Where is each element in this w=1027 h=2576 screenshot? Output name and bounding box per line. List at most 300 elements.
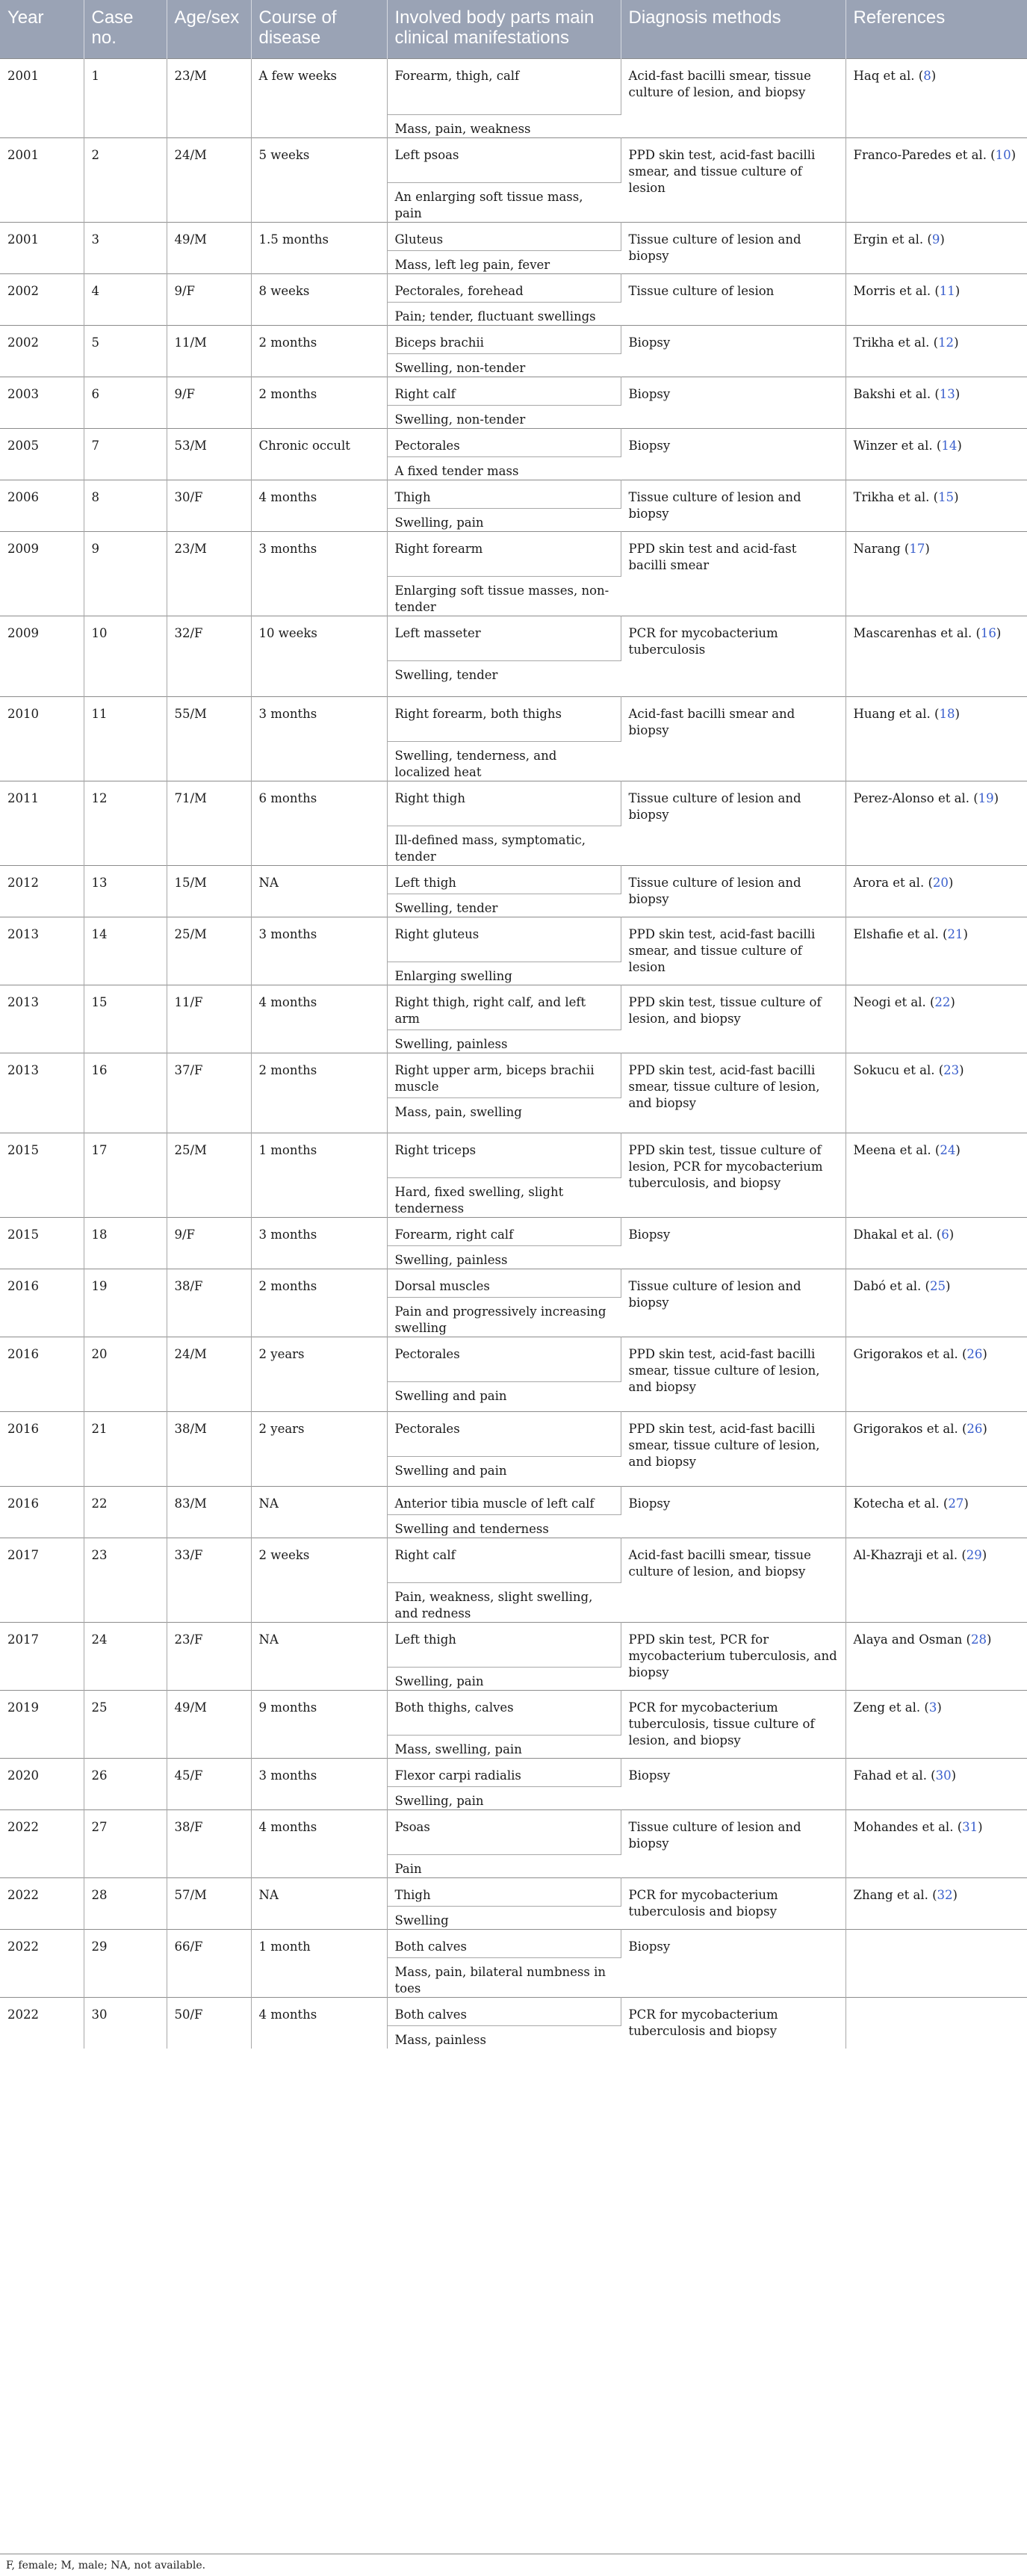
cell-year: 2013 [0, 917, 84, 985]
cell-course: 4 months [251, 1997, 387, 2049]
cell-body-part: Pectorales [387, 1337, 621, 1381]
cell-case: 29 [84, 1929, 167, 1997]
reference-close: ) [940, 232, 945, 247]
reference-link[interactable]: 19 [978, 790, 994, 805]
cell-reference [846, 865, 1027, 917]
reference-author: Al-Khazraji et al. ( [853, 1547, 967, 1562]
reference-link[interactable]: 29 [966, 1547, 982, 1562]
cell-course: 3 months [251, 1217, 387, 1269]
table-row [0, 1217, 1027, 1245]
cell-manifestation: Swelling, pain [387, 1786, 621, 1809]
cell-manifestation: Mass, left leg pain, fever [387, 250, 621, 273]
cell-manifestation: Swelling, pain [387, 1667, 621, 1690]
cell-manifestation: Mass, pain, weakness [387, 114, 621, 137]
cell-age: 57/M [167, 1877, 251, 1929]
reference-link[interactable]: 23 [943, 1062, 960, 1077]
table-row [0, 1929, 1027, 1957]
cell-year: 2022 [0, 1809, 84, 1877]
cell-diagnosis: PCR for mycobacterium tuberculosis [621, 616, 846, 696]
reference-author: Fahad et al. ( [853, 1768, 936, 1783]
cell-case: 22 [84, 1486, 167, 1538]
cell-year: 2015 [0, 1217, 84, 1269]
reference-close: ) [1011, 147, 1017, 162]
cell-course: NA [251, 1486, 387, 1538]
table-row [0, 1133, 1027, 1177]
reference-close: ) [955, 706, 960, 721]
cell-course: 6 months [251, 781, 387, 865]
reference-link[interactable]: 30 [935, 1768, 952, 1783]
reference-link[interactable]: 21 [947, 926, 964, 941]
reference-link[interactable]: 27 [948, 1496, 964, 1511]
cell-body-part: Forearm, right calf [387, 1217, 621, 1245]
cell-case: 14 [84, 917, 167, 985]
cell-year: 2022 [0, 1997, 84, 2049]
cell-age: 83/M [167, 1486, 251, 1538]
reference-link[interactable]: 24 [940, 1142, 956, 1157]
cell-diagnosis: Tissue culture of lesion and biopsy [621, 480, 846, 531]
table-row [0, 1486, 1027, 1514]
cell-age: 49/M [167, 1690, 251, 1758]
reference-close: ) [993, 790, 999, 805]
reference-close: ) [952, 1887, 958, 1902]
reference-link[interactable]: 9 [931, 232, 940, 247]
cell-body-part: Pectorales [387, 1411, 621, 1456]
cell-age: 71/M [167, 781, 251, 865]
table-row [0, 917, 1027, 962]
cell-course: 8 weeks [251, 273, 387, 325]
reference-author: Mascarenhas et al. ( [853, 625, 981, 640]
cell-year: 2003 [0, 377, 84, 428]
cell-diagnosis: Biopsy [621, 1929, 846, 1997]
cell-manifestation: Swelling, non-tender [387, 353, 621, 377]
reference-author: Elshafie et al. ( [853, 926, 948, 941]
cell-course: 10 weeks [251, 616, 387, 696]
cell-age: 23/F [167, 1622, 251, 1690]
cell-diagnosis: Biopsy [621, 1758, 846, 1809]
reference-author: Dabó et al. ( [853, 1278, 930, 1293]
cell-reference [846, 1758, 1027, 1809]
cell-reference [846, 1053, 1027, 1133]
table-row [0, 865, 1027, 894]
cell-manifestation: Mass, pain, swelling [387, 1097, 621, 1133]
cell-course: 3 months [251, 917, 387, 985]
cell-body-part: Right upper arm, biceps brachii muscle [387, 1053, 621, 1097]
cell-reference [846, 480, 1027, 531]
reference-close: ) [981, 1547, 987, 1562]
cell-diagnosis: PPD skin test, acid-fast bacilli smear, tissue culture of lesion, and biopsy [621, 1411, 846, 1486]
cell-reference [846, 985, 1027, 1053]
cell-reference [846, 616, 1027, 696]
reference-author: Huang et al. ( [853, 706, 940, 721]
table-row [0, 1758, 1027, 1786]
cell-course: 2 years [251, 1411, 387, 1486]
table-row [0, 1337, 1027, 1381]
cell-year: 2015 [0, 1133, 84, 1217]
reference-link[interactable]: 31 [962, 1819, 978, 1834]
reference-link[interactable]: 3 [928, 1700, 937, 1715]
cell-case: 11 [84, 696, 167, 781]
cell-diagnosis: PPD skin test and acid-fast bacilli smear [621, 531, 846, 616]
reference-link[interactable]: 6 [941, 1227, 949, 1242]
cell-case: 8 [84, 480, 167, 531]
cell-body-part: Left psoas [387, 137, 621, 182]
cell-age: 38/M [167, 1411, 251, 1486]
cell-body-part: Right forearm [387, 531, 621, 576]
cell-manifestation: Swelling, pain [387, 508, 621, 531]
cell-diagnosis: Tissue culture of lesion and biopsy [621, 1269, 846, 1337]
reference-close: ) [931, 68, 937, 83]
cell-manifestation: Mass, painless [387, 2025, 621, 2049]
cell-reference [846, 377, 1027, 428]
table-body [0, 58, 1027, 2049]
cell-case: 4 [84, 273, 167, 325]
cell-case: 9 [84, 531, 167, 616]
cell-manifestation: Enlarging swelling [387, 962, 621, 985]
reference-author: Winzer et al. ( [853, 438, 942, 453]
cell-course: 3 months [251, 696, 387, 781]
cell-manifestation: Pain [387, 1854, 621, 1877]
cell-case: 24 [84, 1622, 167, 1690]
reference-close: ) [955, 1142, 961, 1157]
table-row [0, 1622, 1027, 1667]
cell-body-part: Right gluteus [387, 917, 621, 962]
cell-manifestation: Hard, fixed swelling, slight tenderness [387, 1177, 621, 1217]
cell-year: 2016 [0, 1486, 84, 1538]
table-row [0, 531, 1027, 576]
cell-reference [846, 1133, 1027, 1217]
cell-course: 2 months [251, 1269, 387, 1337]
reference-close: ) [996, 625, 1002, 640]
cell-course: 2 months [251, 377, 387, 428]
reference-link[interactable]: 15 [938, 489, 955, 504]
cell-year: 2009 [0, 531, 84, 616]
reference-link[interactable]: 22 [934, 994, 951, 1009]
table-row [0, 1053, 1027, 1097]
cell-diagnosis: PPD skin test, tissue culture of lesion, and biopsy [621, 985, 846, 1053]
table-row [0, 696, 1027, 741]
cell-course: 2 weeks [251, 1538, 387, 1622]
header-diag: Diagnosis methods [621, 0, 846, 58]
reference-author: Sokucu et al. ( [853, 1062, 944, 1077]
header-body: Involved body parts main clinical manifestations [387, 0, 621, 58]
cell-reference [846, 1690, 1027, 1758]
cell-year: 2019 [0, 1690, 84, 1758]
cell-course: 9 months [251, 1690, 387, 1758]
cell-case: 5 [84, 325, 167, 377]
reference-link[interactable]: 25 [930, 1278, 946, 1293]
reference-link[interactable]: 13 [939, 386, 955, 401]
cell-diagnosis: Tissue culture of lesion and biopsy [621, 865, 846, 917]
reference-author: Zeng et al. ( [853, 1700, 929, 1715]
reference-close: ) [955, 283, 961, 298]
cell-age: 45/F [167, 1758, 251, 1809]
reference-author: Alaya and Osman ( [853, 1632, 971, 1647]
cell-year: 2017 [0, 1622, 84, 1690]
cell-reference [846, 1337, 1027, 1411]
cell-manifestation: Swelling and tenderness [387, 1514, 621, 1538]
reference-link[interactable]: 32 [937, 1887, 953, 1902]
cell-reference [846, 428, 1027, 480]
cell-diagnosis: Tissue culture of lesion and biopsy [621, 1809, 846, 1877]
reference-link[interactable]: 26 [967, 1346, 983, 1361]
cell-case: 30 [84, 1997, 167, 2049]
cell-manifestation: Swelling, tenderness, and localized heat [387, 741, 621, 781]
cell-year: 2001 [0, 222, 84, 273]
reference-link[interactable]: 17 [909, 541, 925, 556]
cell-age: 23/M [167, 58, 251, 137]
cell-course: 2 months [251, 1053, 387, 1133]
cell-reference [846, 1877, 1027, 1929]
header-year: Year [0, 0, 84, 58]
cell-case: 27 [84, 1809, 167, 1877]
cell-year: 2009 [0, 616, 84, 696]
cell-body-part: Both calves [387, 1929, 621, 1957]
cell-year: 2022 [0, 1877, 84, 1929]
cell-course: 2 months [251, 325, 387, 377]
cell-age: 11/M [167, 325, 251, 377]
cell-diagnosis: PPD skin test, acid-fast bacilli smear, and tissue culture of lesion [621, 917, 846, 985]
reference-link[interactable]: 26 [967, 1421, 983, 1436]
cell-diagnosis: Biopsy [621, 325, 846, 377]
cell-age: 11/F [167, 985, 251, 1053]
cell-diagnosis: PPD skin test, acid-fast bacilli smear, and tissue culture of lesion [621, 137, 846, 222]
cell-body-part: Left thigh [387, 1622, 621, 1667]
cell-manifestation: A fixed tender mass [387, 456, 621, 480]
cell-course: 2 years [251, 1337, 387, 1411]
cell-manifestation: Swelling, painless [387, 1245, 621, 1269]
cell-case: 1 [84, 58, 167, 137]
cell-age: 53/M [167, 428, 251, 480]
cell-case: 10 [84, 616, 167, 696]
cell-age: 38/F [167, 1269, 251, 1337]
cell-body-part: Left thigh [387, 865, 621, 894]
cell-manifestation: Pain, weakness, slight swelling, and redness [387, 1582, 621, 1622]
cell-diagnosis: PCR for mycobacterium tuberculosis, tissue culture of lesion, and biopsy [621, 1690, 846, 1758]
reference-close: ) [982, 1346, 987, 1361]
cell-course: 4 months [251, 480, 387, 531]
reference-author: Narang ( [853, 541, 910, 556]
reference-link[interactable]: 11 [939, 283, 955, 298]
cell-year: 2012 [0, 865, 84, 917]
reference-author: Grigorakos et al. ( [853, 1346, 967, 1361]
cell-body-part: Left masseter [387, 616, 621, 660]
cell-reference [846, 1217, 1027, 1269]
cell-year: 2017 [0, 1538, 84, 1622]
reference-close: ) [982, 1421, 987, 1436]
cell-diagnosis: PPD skin test, acid-fast bacilli smear, tissue culture of lesion, and biopsy [621, 1053, 846, 1133]
reference-close: ) [959, 1062, 964, 1077]
table-row [0, 781, 1027, 826]
cell-reference [846, 222, 1027, 273]
cell-manifestation: Swelling and pain [387, 1456, 621, 1486]
table-row [0, 273, 1027, 302]
reference-author: Perez-Alonso et al. ( [853, 790, 978, 805]
cell-diagnosis: Biopsy [621, 1217, 846, 1269]
cell-year: 2016 [0, 1411, 84, 1486]
cell-age: 25/M [167, 1133, 251, 1217]
cell-age: 24/M [167, 1337, 251, 1411]
cell-case: 28 [84, 1877, 167, 1929]
cell-reference [846, 1538, 1027, 1622]
cell-year: 2006 [0, 480, 84, 531]
cell-manifestation: Swelling, tender [387, 660, 621, 696]
cell-reference [846, 696, 1027, 781]
cell-reference [846, 1486, 1027, 1538]
cell-case: 20 [84, 1337, 167, 1411]
reference-link[interactable]: 14 [941, 438, 958, 453]
table-row [0, 222, 1027, 250]
cell-case: 23 [84, 1538, 167, 1622]
cell-case: 12 [84, 781, 167, 865]
cell-diagnosis: PPD skin test, tissue culture of lesion, PCR for mycobacterium tuberculosis, and biopsy [621, 1133, 846, 1217]
cell-body-part: Pectorales, forehead [387, 273, 621, 302]
table-row [0, 325, 1027, 353]
cell-course: 3 months [251, 531, 387, 616]
table-row [0, 1269, 1027, 1297]
table-row [0, 1538, 1027, 1582]
cell-body-part: Flexor carpi radialis [387, 1758, 621, 1786]
reference-close: ) [955, 386, 961, 401]
cell-age: 33/F [167, 1538, 251, 1622]
cell-body-part: Right triceps [387, 1133, 621, 1177]
cell-reference [846, 58, 1027, 137]
cell-course: NA [251, 1622, 387, 1690]
cell-course: 5 weeks [251, 137, 387, 222]
reference-close: ) [957, 438, 962, 453]
cell-case: 7 [84, 428, 167, 480]
cell-reference [846, 531, 1027, 616]
cell-reference [846, 1997, 1027, 2049]
cell-case: 21 [84, 1411, 167, 1486]
reference-author: Neogi et al. ( [853, 994, 935, 1009]
cell-reference [846, 137, 1027, 222]
cell-course: 1 month [251, 1929, 387, 1997]
cell-age: 15/M [167, 865, 251, 917]
reference-close: ) [964, 1496, 969, 1511]
cell-course: 4 months [251, 985, 387, 1053]
header-ref: References [846, 0, 1027, 58]
reference-link[interactable]: 10 [995, 147, 1011, 162]
cell-year: 2016 [0, 1269, 84, 1337]
cell-diagnosis: Acid-fast bacilli smear and biopsy [621, 696, 846, 781]
cell-age: 32/F [167, 616, 251, 696]
reference-link[interactable]: 12 [938, 335, 955, 350]
cell-year: 2011 [0, 781, 84, 865]
cell-year: 2002 [0, 325, 84, 377]
reference-close: ) [937, 1700, 942, 1715]
cell-year: 2001 [0, 137, 84, 222]
cell-age: 23/M [167, 531, 251, 616]
cell-body-part: Gluteus [387, 222, 621, 250]
cell-body-part: Right calf [387, 1538, 621, 1582]
cell-diagnosis: PCR for mycobacterium tuberculosis and biopsy [621, 1997, 846, 2049]
cell-body-part: Dorsal muscles [387, 1269, 621, 1297]
reference-link[interactable]: 20 [932, 875, 949, 890]
reference-close: ) [978, 1819, 983, 1834]
cell-body-part: Forearm, thigh, calf [387, 58, 621, 114]
reference-author: Kotecha et al. ( [853, 1496, 949, 1511]
reference-close: ) [987, 1632, 992, 1647]
cell-year: 2013 [0, 1053, 84, 1133]
reference-link[interactable]: 18 [939, 706, 955, 721]
cell-reference [846, 1622, 1027, 1690]
cell-age: 38/F [167, 1809, 251, 1877]
cell-age: 24/M [167, 137, 251, 222]
cell-age: 25/M [167, 917, 251, 985]
cell-body-part: Both thighs, calves [387, 1690, 621, 1735]
cell-case: 25 [84, 1690, 167, 1758]
table-row [0, 1997, 1027, 2025]
table-footnote: F, female; M, male; NA, not available. [6, 2560, 206, 2572]
cell-year: 2010 [0, 696, 84, 781]
cell-case: 13 [84, 865, 167, 917]
table-row [0, 137, 1027, 182]
cell-diagnosis: PCR for mycobacterium tuberculosis and biopsy [621, 1877, 846, 1929]
cell-case: 2 [84, 137, 167, 222]
reference-close: ) [925, 541, 930, 556]
cell-diagnosis: PPD skin test, acid-fast bacilli smear, tissue culture of lesion, and biopsy [621, 1337, 846, 1411]
cell-manifestation: Swelling [387, 1906, 621, 1929]
cell-body-part: Psoas [387, 1809, 621, 1854]
cell-age: 9/F [167, 1217, 251, 1269]
cell-reference [846, 1809, 1027, 1877]
cell-manifestation: Mass, pain, bilateral numbness in toes [387, 1957, 621, 1997]
cell-reference [846, 1269, 1027, 1337]
reference-author: Ergin et al. ( [853, 232, 932, 247]
reference-close: ) [954, 489, 959, 504]
cell-diagnosis: Acid-fast bacilli smear, tissue culture of lesion, and biopsy [621, 58, 846, 137]
cell-reference [846, 1411, 1027, 1486]
cell-year: 2013 [0, 985, 84, 1053]
cell-case: 19 [84, 1269, 167, 1337]
header-case: Case no. [84, 0, 167, 58]
table-row [0, 58, 1027, 114]
cell-reference [846, 1929, 1027, 1997]
table-row [0, 480, 1027, 508]
cell-manifestation: Enlarging soft tissue masses, non-tender [387, 576, 621, 616]
table-row [0, 1690, 1027, 1735]
cell-year: 2005 [0, 428, 84, 480]
cell-diagnosis: Tissue culture of lesion and biopsy [621, 222, 846, 273]
cell-body-part: Right forearm, both thighs [387, 696, 621, 741]
table-row [0, 616, 1027, 660]
cell-age: 66/F [167, 1929, 251, 1997]
cell-body-part: Anterior tibia muscle of left calf [387, 1486, 621, 1514]
reference-link[interactable]: 16 [980, 625, 996, 640]
reference-author: Franco-Paredes et al. ( [853, 147, 996, 162]
cell-manifestation: Ill-defined mass, symptomatic, tender [387, 826, 621, 865]
cell-body-part: Thigh [387, 1877, 621, 1906]
cell-reference [846, 325, 1027, 377]
reference-author: Arora et al. ( [853, 875, 933, 890]
reference-author: Morris et al. ( [853, 283, 940, 298]
cell-age: 30/F [167, 480, 251, 531]
cell-course: NA [251, 1877, 387, 1929]
cell-age: 37/F [167, 1053, 251, 1133]
cell-course: 1.5 months [251, 222, 387, 273]
cell-body-part: Right calf [387, 377, 621, 405]
cell-manifestation: Swelling, painless [387, 1030, 621, 1053]
cell-course: 4 months [251, 1809, 387, 1877]
cell-manifestation: Swelling, non-tender [387, 405, 621, 428]
reference-close: ) [950, 994, 955, 1009]
table-row [0, 428, 1027, 456]
reference-link[interactable]: 28 [971, 1632, 987, 1647]
cell-reference [846, 917, 1027, 985]
table-row [0, 985, 1027, 1030]
reference-close: ) [951, 1768, 957, 1783]
reference-link[interactable]: 8 [923, 68, 931, 83]
